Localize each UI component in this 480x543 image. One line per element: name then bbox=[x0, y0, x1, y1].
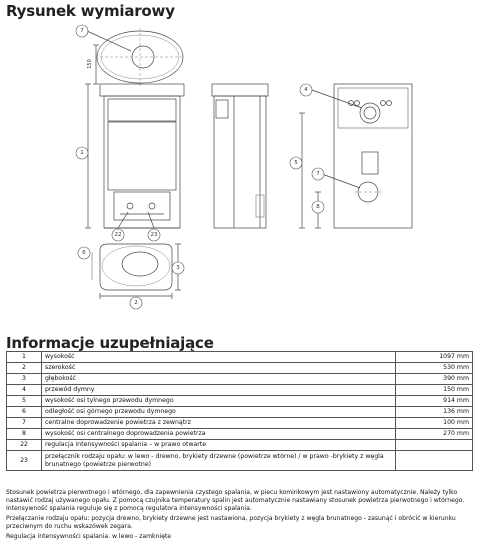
spec-value: 1097 mm bbox=[396, 352, 473, 363]
spec-label: wysokość osi tylnego przewodu dymnego bbox=[42, 396, 396, 407]
top-view bbox=[87, 28, 183, 86]
table-row bbox=[7, 396, 473, 407]
callout-23: 23 bbox=[150, 232, 158, 238]
callout-2: 2 bbox=[134, 300, 138, 306]
table-row bbox=[7, 429, 473, 440]
info-title: Informacje uzupełniające bbox=[6, 334, 214, 352]
note-fuel-switch: Przełączanie rodzaju opału: pozycja drewno, brykiety drzewne jest nastawiona, pozycja brykiety z węgla brunatnego - zasunąć i obrócić w kierunku przeciwnym do ruchu wskazówek zegara. bbox=[6, 515, 456, 530]
table-row bbox=[7, 352, 473, 363]
table-row bbox=[7, 407, 473, 418]
callout-1: 1 bbox=[80, 150, 84, 156]
notes-section bbox=[6, 489, 472, 543]
dimension-150-label: 150 bbox=[87, 59, 93, 69]
spec-number: 6 bbox=[7, 407, 42, 418]
table-row bbox=[7, 440, 473, 451]
spec-label: centralne doprowadzenie powietrza z zewnątrz bbox=[42, 418, 396, 429]
spec-label: odległość osi górnego przewodu dymnego bbox=[42, 407, 396, 418]
spec-label: wysokość bbox=[42, 352, 396, 363]
spec-value bbox=[396, 451, 473, 471]
callout-22: 22 bbox=[114, 232, 122, 238]
spec-number: 3 bbox=[7, 374, 42, 385]
spec-value: 100 mm bbox=[396, 418, 473, 429]
front-view bbox=[85, 84, 184, 228]
note-automatic-air: Stosunek powietrza pierwotnego i wtórnego, dla zapewnienia czystego spalania, w piecu kominkowym jest nastawiony automatycznie. Należy tylko nastawić rodzaj używanego opału. Z pomocą czujnika temperatury spalin jest automatycznie nastawiany stosunek powietrza pierwotnego i wtórnego. Intensywność spalania reguluje się z pomocą regulatora intensywności spalania. bbox=[6, 489, 465, 512]
spec-label: głębokość bbox=[42, 374, 396, 385]
spec-label: regulacja intensywności spalania – w prawo otwarte bbox=[42, 440, 396, 451]
callout-3: 3 bbox=[176, 265, 180, 271]
plan-view bbox=[92, 244, 181, 299]
callout-8: 8 bbox=[316, 204, 320, 210]
spec-number: 1 bbox=[7, 352, 42, 363]
spec-number: 8 bbox=[7, 429, 42, 440]
drawing-title: Rysunek wymiarowy bbox=[6, 2, 175, 20]
spec-value: 390 mm bbox=[396, 374, 473, 385]
spec-label: wysokość osi centralnego doprowadzenia powietrza bbox=[42, 429, 396, 440]
spec-number: 2 bbox=[7, 363, 42, 374]
spec-label: przewód dymny bbox=[42, 385, 396, 396]
callout-7-back: 7 bbox=[316, 171, 320, 177]
side-view bbox=[212, 84, 268, 228]
spec-value: 136 mm bbox=[396, 407, 473, 418]
spec-number: 5 bbox=[7, 396, 42, 407]
table-row bbox=[7, 374, 473, 385]
spec-value bbox=[396, 440, 473, 451]
spec-table bbox=[6, 351, 473, 471]
table-row bbox=[7, 363, 473, 374]
spec-value: 270 mm bbox=[396, 429, 473, 440]
spec-label: przełącznik rodzaju opału: w lewo - drewno, brykiety drzewne (powietrze wtórne) / w prawo -brykiety z węgla brunatnego (powietrze pierwotne) bbox=[42, 451, 396, 471]
callout-4: 4 bbox=[304, 87, 308, 93]
table-row bbox=[7, 385, 473, 396]
spec-value: 150 mm bbox=[396, 385, 473, 396]
callout-7-top: 7 bbox=[80, 28, 84, 34]
spec-number: 22 bbox=[7, 440, 42, 451]
spec-number: 7 bbox=[7, 418, 42, 429]
spec-value: 530 mm bbox=[396, 363, 473, 374]
spec-value: 914 mm bbox=[396, 396, 473, 407]
note-combustion-control: Regulacja intensywności spalania. w lewo - zamknięte bbox=[6, 533, 172, 540]
spec-label: szerokość bbox=[42, 363, 396, 374]
spec-number: 4 bbox=[7, 385, 42, 396]
spec-number: 23 bbox=[7, 451, 42, 471]
table-row bbox=[7, 418, 473, 429]
callout-5: 5 bbox=[294, 160, 298, 166]
callout-6: 6 bbox=[82, 250, 86, 256]
table-row bbox=[7, 451, 473, 471]
